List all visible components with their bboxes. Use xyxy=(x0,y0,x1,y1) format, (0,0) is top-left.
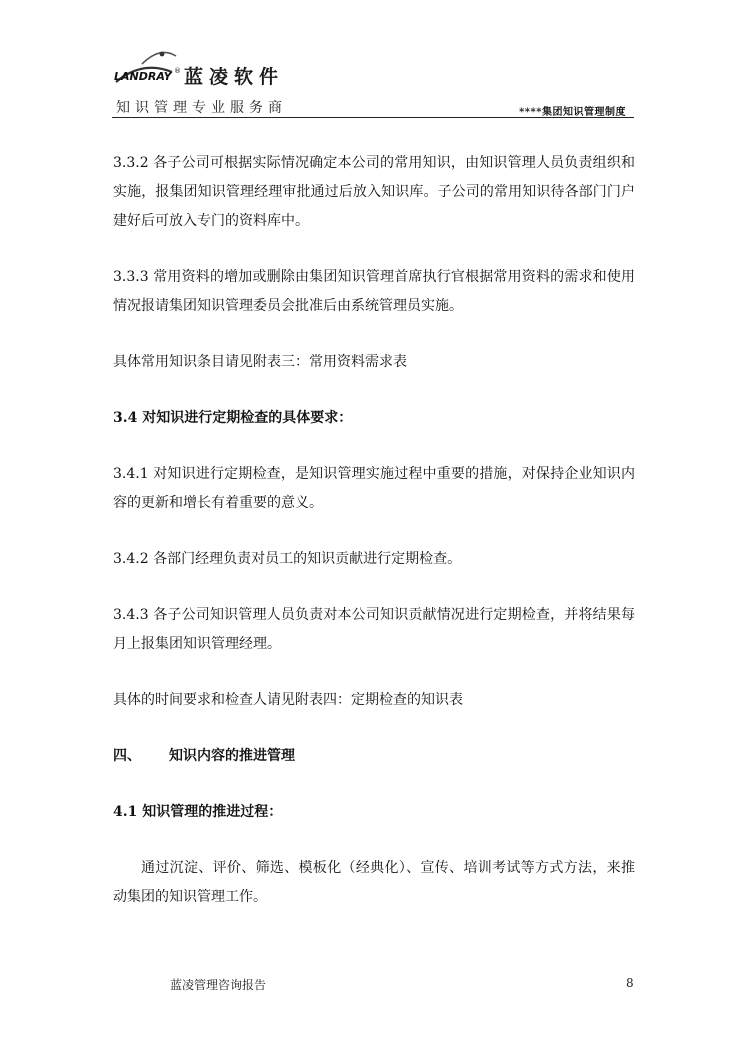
paragraph-3-4-3: 3.4.3 各子公司知识管理人员负责对本公司知识贡献情况进行定期检查，并将结果每月上报集团知识管理经理。 xyxy=(113,607,635,652)
paragraph-3-4-2: 3.4.2 各部门经理负责对员工的知识贡献进行定期检查。 xyxy=(113,551,462,567)
logo-registered-mark: ® xyxy=(174,67,181,75)
brand-name: 蓝凌软件 xyxy=(184,66,285,88)
paragraph-appendix-4: 具体的时间要求和检查人请见附表四：定期检查的知识表 xyxy=(113,692,463,708)
heading-3-4: 3.4 对知识进行定期检查的具体要求： xyxy=(113,410,353,426)
page-header xyxy=(112,42,634,120)
heading-section-4 xyxy=(113,742,635,771)
paragraph-3-4-1: 3.4.1 对知识进行定期检查，是知识管理实施过程中重要的措施，对保持企业知识内容的更新和增长有着重要的意义。 xyxy=(113,466,635,511)
paragraph-3-3-3: 3.3.3 常用资料的增加或删除由集团知识管理首席执行官根据常用资料的需求和使用情况报请集团知识管理委员会批准后由系统管理员实施。 xyxy=(113,269,635,314)
page-body xyxy=(113,149,635,912)
paragraph-3-3-2: 3.3.2 各子公司可根据实际情况确定本公司的常用知识，由知识管理人员负责组织和实施，报集团知识管理经理审批通过后放入知识库。子公司的常用知识待各部门门户建好后可放入专门的资料库中。 xyxy=(113,155,635,229)
logo-wordmark: LANDRAY xyxy=(114,70,172,83)
paragraph-appendix-3: 具体常用知识条目请见附表三：常用资料需求表 xyxy=(113,354,407,370)
brand-slogan: 知识管理专业服务商 xyxy=(116,100,287,116)
document-title: ****集团知识管理制度 xyxy=(519,107,626,118)
heading-section-4-text: 知识内容的推进管理 xyxy=(169,748,295,764)
heading-4-1: 4.1 知识管理的推进过程： xyxy=(113,804,283,820)
header-divider xyxy=(112,117,634,118)
footer-page-number: 8 xyxy=(626,976,634,990)
heading-section-4-number: 四、 xyxy=(113,748,141,764)
paragraph-4-1: 通过沉淀、评价、筛选、模板化（经典化）、宣传、培训考试等方式方法，来推动集团的知识管理工作。 xyxy=(113,860,635,905)
footer-report-name: 蓝凌管理咨询报告 xyxy=(170,978,267,992)
